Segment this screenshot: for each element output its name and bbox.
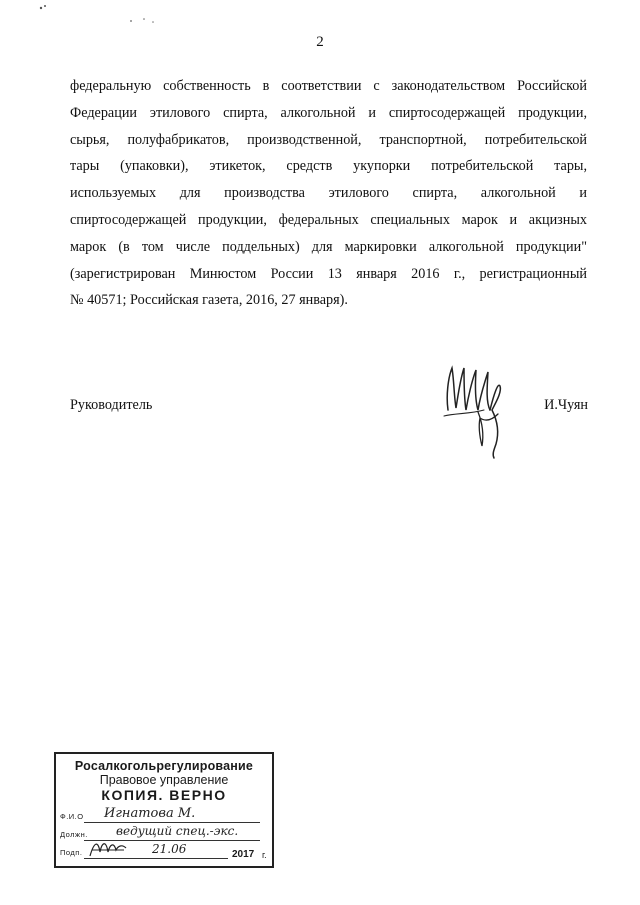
body-line: используемых для производства этилового спирта, алкогольной и (70, 185, 587, 202)
stamp-signature-label: Подп. (60, 848, 83, 857)
stamp-date-handwriting: 21.06 (152, 842, 187, 856)
body-text (70, 73, 587, 314)
handwritten-signature (438, 358, 518, 460)
stamp-department: Правовое управление (99, 773, 229, 787)
body-line: № 40571; Российская газета, 2016, 27 января). (70, 292, 348, 309)
page-number: 2 (316, 34, 324, 50)
stamp-certified-copy: КОПИЯ. ВЕРНО (101, 787, 227, 803)
certification-stamp (54, 752, 274, 868)
stamp-year: 2017 (232, 849, 255, 860)
scan-specks (0, 0, 640, 60)
body-line: Федерации этилового спирта, алкогольной и спиртосодержащей продукции, (70, 104, 587, 121)
signatory-title: Руководитель (70, 397, 153, 413)
stamp-fio-handwriting: Игнатова М. (104, 806, 196, 821)
stamp-organization: Росалкогольрегулирование (74, 759, 254, 773)
stamp-signature-scribble (88, 838, 128, 860)
stamp-fio-line (84, 822, 260, 823)
stamp-year-suffix: г. (262, 850, 267, 860)
body-line: спиртосодержащей продукции, федеральных специальных марок и акцизных (70, 211, 587, 228)
body-line: федеральную собственность в соответствии с законодательством Российской (70, 78, 587, 94)
body-line: марок (в том числе поддельных) для маркировки алкогольной продукции" (70, 238, 587, 255)
signatory-name: И.Чуян (544, 397, 588, 413)
body-line: (зарегистрирован Минюстом России 13 января 2016 г., регистрационный (70, 265, 587, 282)
stamp-fio-label: Ф.И.О (60, 812, 84, 821)
stamp-position-label: Должн. (60, 830, 88, 839)
body-line: тары (упаковки), этикеток, средств укупорки потребительской тары, (70, 158, 587, 175)
stamp-position-handwriting: ведущий спец.-экс. (116, 824, 239, 838)
body-line: сырья, полуфабрикатов, производственной, транспортной, потребительской (70, 131, 587, 148)
